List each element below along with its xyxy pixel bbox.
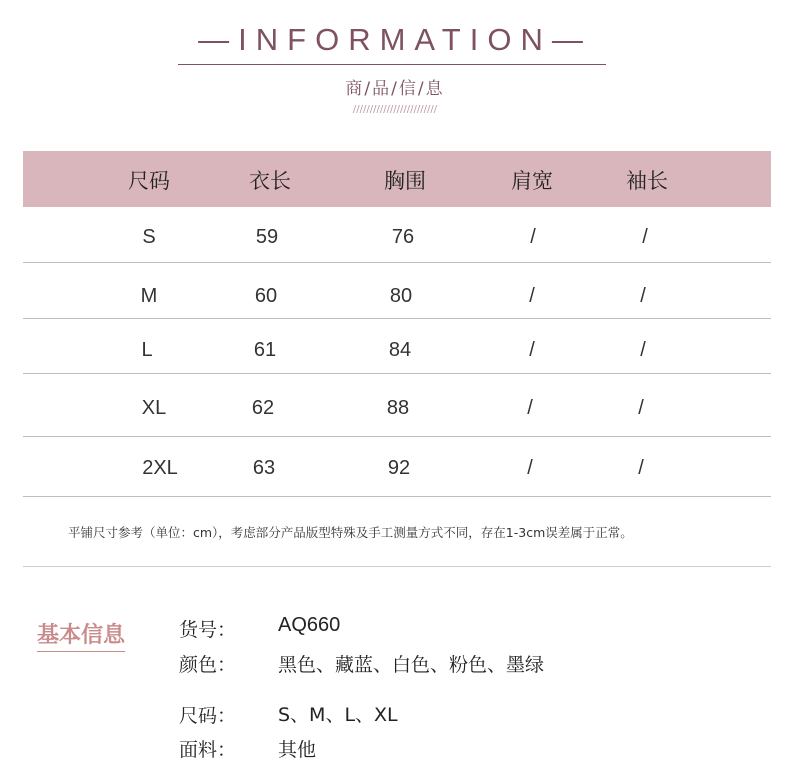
measurement-note: 平铺尺寸参考（单位：cm），考虑部分产品版型特殊及手工测量方式不同，存在1-3cm误差属于正常。 <box>68 525 633 540</box>
cell-bust: 84 <box>388 339 412 361</box>
cell-length: 61 <box>253 339 277 361</box>
table-row <box>23 319 771 374</box>
header-title: —INFORMATION— <box>198 22 592 57</box>
cell-sleeve: / <box>642 226 648 248</box>
cell-sleeve: / <box>640 285 646 307</box>
cell-bust: 92 <box>387 457 411 479</box>
table-header-row <box>23 151 771 207</box>
info-label-item-number: 货号： <box>179 619 237 641</box>
cell-length: 60 <box>254 285 278 307</box>
column-header-sleeve: 袖长 <box>626 169 668 193</box>
header-underline <box>178 64 606 65</box>
cell-size: S <box>142 226 156 248</box>
basic-info-title: 基本信息 <box>37 618 125 652</box>
cell-bust: 88 <box>386 397 410 419</box>
size-table <box>23 151 771 497</box>
info-label-color: 颜色： <box>179 654 237 676</box>
info-value-fabric: 其他 <box>278 739 317 761</box>
info-value-color: 黑色、藏蓝、白色、粉色、墨绿 <box>278 654 545 676</box>
column-header-size: 尺码 <box>128 169 170 193</box>
cell-shoulder: / <box>529 339 535 361</box>
header-slashes: ///////////////////////// <box>352 104 438 115</box>
column-header-shoulder: 肩宽 <box>511 169 553 193</box>
table-row <box>23 374 771 437</box>
column-header-length: 衣长 <box>249 169 291 193</box>
cell-sleeve: / <box>640 339 646 361</box>
cell-shoulder: / <box>527 457 533 479</box>
cell-size: M <box>140 285 158 307</box>
table-row <box>23 207 771 263</box>
cell-shoulder: / <box>529 285 535 307</box>
cell-length: 62 <box>251 397 275 419</box>
cell-size: L <box>141 339 153 361</box>
cell-length: 63 <box>252 457 276 479</box>
table-row <box>23 437 771 497</box>
info-label-fabric: 面料： <box>179 739 237 761</box>
column-header-bust: 胸围 <box>384 169 426 193</box>
cell-shoulder: / <box>530 226 536 248</box>
cell-bust: 76 <box>391 226 415 248</box>
info-value-item-number: AQ660 <box>278 614 341 636</box>
header-subtitle: 商/品/信/息 <box>345 79 445 99</box>
cell-size: 2XL <box>142 457 178 479</box>
info-label-size: 尺码： <box>179 705 237 727</box>
table-row <box>23 263 771 319</box>
cell-length: 59 <box>255 226 279 248</box>
cell-size: XL <box>141 397 167 419</box>
section-divider <box>23 566 771 567</box>
cell-bust: 80 <box>389 285 413 307</box>
cell-sleeve: / <box>638 397 644 419</box>
info-value-size: S、M、L、XL <box>278 704 398 726</box>
cell-shoulder: / <box>527 397 533 419</box>
cell-sleeve: / <box>638 457 644 479</box>
